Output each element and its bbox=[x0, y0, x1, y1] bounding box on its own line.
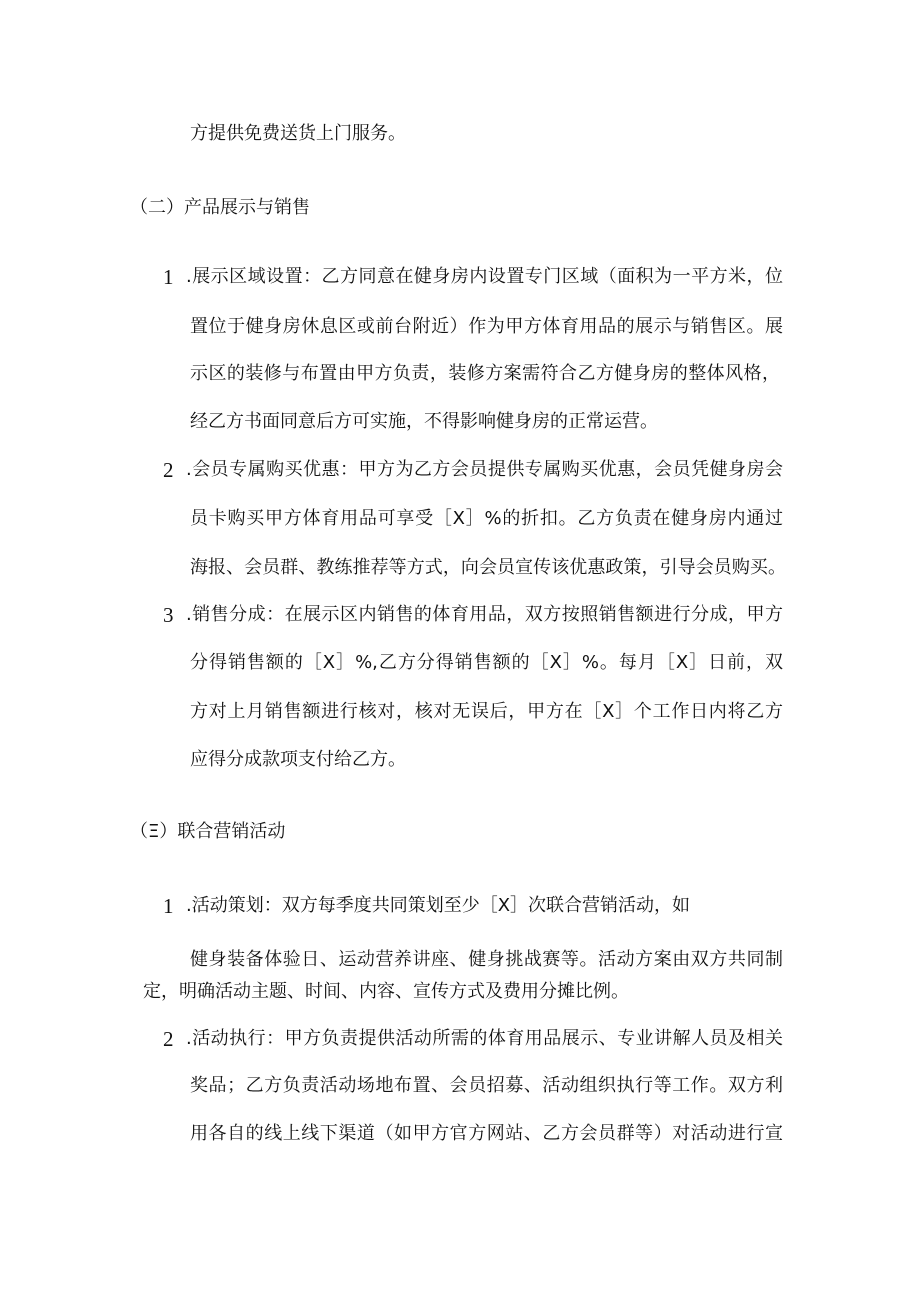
list-number: 1 bbox=[163, 265, 174, 289]
text-line: .销售分成：在展示区内销售的体育用品，双方按照销售额进行分成，甲方 bbox=[186, 604, 783, 625]
section-heading: （二）产品展示与销售 bbox=[130, 197, 310, 218]
text-line: 置位于健身房休息区或前台附近）作为甲方体育用品的展示与销售区。展 bbox=[190, 316, 783, 337]
list-number: 2 bbox=[163, 1027, 174, 1051]
text-line: 应得分成款项支付给乙方。 bbox=[190, 749, 406, 770]
list-number: 1 bbox=[163, 894, 174, 918]
section-heading: （Ξ）联合营销活动 bbox=[130, 821, 286, 842]
text-line: 方对上月销售额进行核对，核对无误后，甲方在［X］个工作日内将乙方 bbox=[190, 701, 783, 722]
text-line: 奖品；乙方负责活动场地布置、会员招募、活动组织执行等工作。双方利 bbox=[190, 1075, 783, 1096]
text-line: 示区的装修与布置由甲方负责，装修方案需符合乙方健身房的整体风格， bbox=[190, 363, 780, 384]
text-line: 用各自的线上线下渠道（如甲方官方网站、乙方会员群等）对活动进行宣 bbox=[190, 1123, 783, 1144]
text-line: 员卡购买甲方体育用品可享受［X］%的折扣。乙方负责在健身房内通过 bbox=[190, 508, 783, 529]
list-number: 2 bbox=[163, 458, 174, 482]
text-line: .活动执行：甲方负责提供活动所需的体育用品展示、专业讲解人员及相关 bbox=[186, 1028, 783, 1049]
list-number: 3 bbox=[163, 603, 174, 627]
text-line: 海报、会员群、教练推荐等方式，向会员宣传该优惠政策，引导会员购买。 bbox=[190, 557, 786, 578]
text-line: 定，明确活动主题、时间、内容、宣传方式及费用分摊比例。 bbox=[143, 981, 629, 1002]
text-line: 方提供免费送货上门服务。 bbox=[190, 123, 406, 144]
text-line: 健身装备体验日、运动营养讲座、健身挑战赛等。活动方案由双方共同制 bbox=[190, 949, 783, 970]
text-line: 经乙方书面同意后方可实施，不得影响健身房的正常运营。 bbox=[190, 411, 658, 432]
text-line: .会员专属购买优惠：甲方为乙方会员提供专属购买优惠，会员凭健身房会 bbox=[186, 459, 783, 480]
text-line: .展示区域设置：乙方同意在健身房内设置专门区域（面积为一平方米，位 bbox=[186, 266, 783, 287]
text-line: .活动策划：双方每季度共同策划至少［X］次联合营销活动，如 bbox=[186, 895, 691, 916]
text-line: 分得销售额的［X］%,乙方分得销售额的［X］%。每月［X］日前，双 bbox=[190, 652, 783, 673]
